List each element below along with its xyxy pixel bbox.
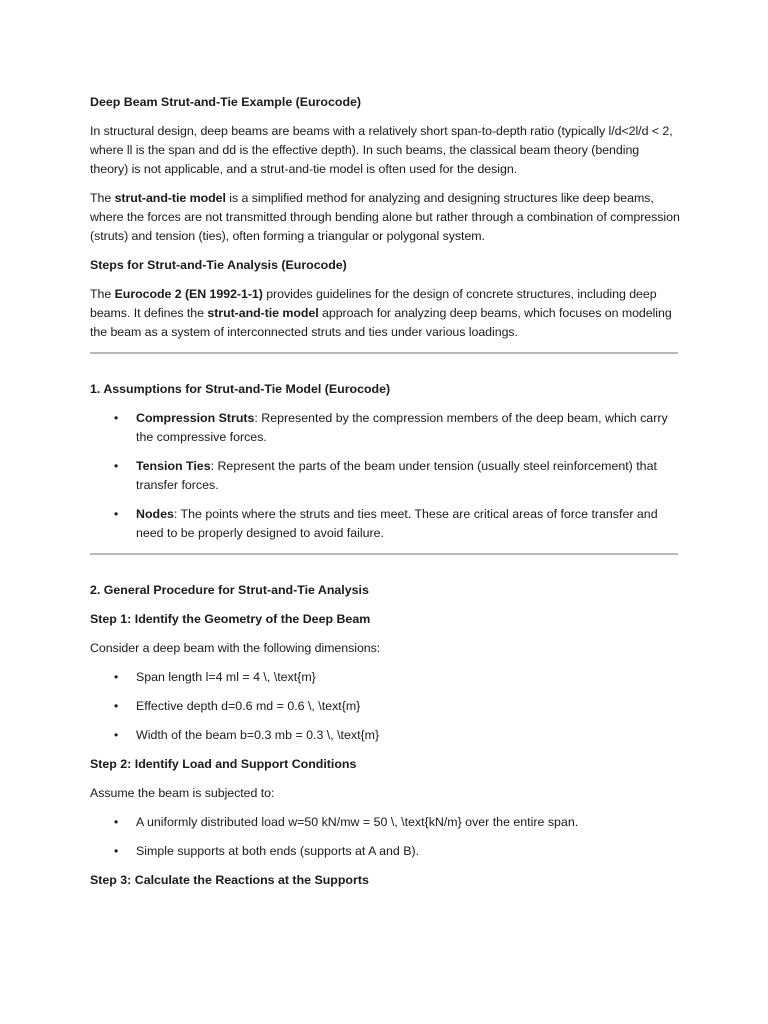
list-item: • Nodes: The points where the struts and ties meet. These are critical areas of force transfer and need to be properly designed to avoid failure. [90, 505, 680, 543]
step3-heading: Step 3: Calculate the Reactions at the Supports [90, 873, 369, 887]
document-body [90, 93, 680, 900]
stm-term-2: strut-and-tie model [207, 306, 319, 320]
list-item: • Effective depth d=0.6 md = 0.6 \, \text{m} [90, 697, 680, 716]
stm-paragraph: The strut-and-tie model is a simplified method for analyzing and designing structures like deep beams, where the forces are not transmitted through bending alone but rather through a combination of compression (struts) and tension (ties), often forming a triangular or polygonal system. [90, 191, 680, 243]
list-item: • Simple supports at both ends (supports at A and B). [90, 842, 680, 861]
dimensions-list [90, 668, 680, 745]
stm-term: strut-and-tie model [114, 191, 226, 205]
list-item: • Tension Ties: Represent the parts of the beam under tension (usually steel reinforcement) that transfer forces. [90, 457, 680, 495]
section2-heading: 2. General Procedure for Strut-and-Tie Analysis [90, 583, 369, 597]
assumptions-list [90, 409, 680, 543]
step2-intro: Assume the beam is subjected to: [90, 786, 275, 800]
section1-heading: 1. Assumptions for Strut-and-Tie Model (Eurocode) [90, 382, 391, 396]
intro-paragraph: In structural design, deep beams are beams with a relatively short span-to-depth ratio (typically l/d<2l/d < 2, where ll is the span and dd is the effective depth). In such beams, the classical beam theory (bending theory) is not applicable, and a strut-and-tie model is often used for the design. [90, 124, 673, 176]
horizontal-rule-1 [90, 352, 678, 354]
document-title: Deep Beam Strut-and-Tie Example (Eurocode) [90, 95, 362, 109]
list-item: • Compression Struts: Represented by the compression members of the deep beam, which carry the compressive forces. [90, 409, 680, 447]
step1-heading: Step 1: Identify the Geometry of the Deep Beam [90, 612, 371, 626]
eurocode-paragraph: The Eurocode 2 (EN 1992-1-1) provides guidelines for the design of concrete structures, including deep beams. It defines the strut-and-tie model approach for analyzing deep beams, which focuses on modeling the beam as a system of interconnected struts and ties under various loadings. [90, 287, 672, 339]
loads-list [90, 813, 680, 861]
list-item: • Width of the beam b=0.3 mb = 0.3 \, \text{m} [90, 726, 680, 745]
eurocode-term: Eurocode 2 (EN 1992-1-1) [114, 287, 263, 301]
horizontal-rule-2 [90, 553, 678, 555]
step2-heading: Step 2: Identify Load and Support Conditions [90, 757, 357, 771]
step1-intro: Consider a deep beam with the following dimensions: [90, 641, 381, 655]
steps-heading: Steps for Strut-and-Tie Analysis (Eurocode) [90, 258, 347, 272]
list-item: • Span length l=4 ml = 4 \, \text{m} [90, 668, 680, 687]
list-item: • A uniformly distributed load w=50 kN/mw = 50 \, \text{kN/m} over the entire span. [90, 813, 680, 832]
